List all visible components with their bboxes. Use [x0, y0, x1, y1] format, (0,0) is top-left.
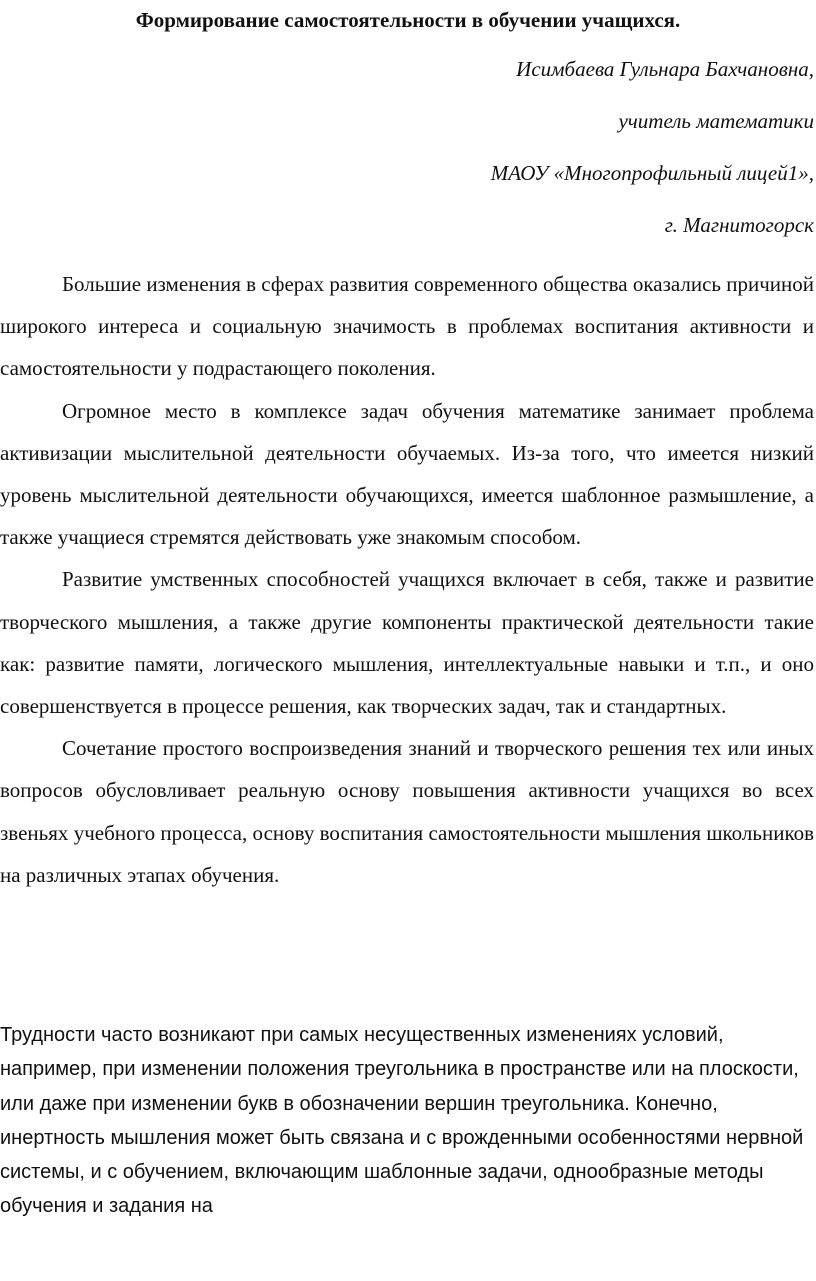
- closing-paragraph: Трудности часто возникают при самых несущественных изменениях условий, например, при изменении положения треугольника в пространстве или на плоскости, или даже при изменении букв в обозначении вершин треугольника. Конечно, инертность мышления может быть связана и с врожденными особенностями нервной системы, и с обучением, включающим шаблонные задачи, однообразные методы обучения и задания на: [0, 1024, 804, 1218]
- paragraph-1: Большие изменения в сферах развития современного общества оказались причиной широкого интереса и социальную значимость в проблемах воспитания активности и самостоятельности у подрастающего поколения.: [0, 272, 814, 381]
- paragraph-2: Огромное место в комплексе задач обучения математике занимает проблема активизации мыслительной деятельности обучаемых. Из-за того, что имеется низкий уровень мыслительной деятельности обучающихся, имеется шаблонное размышление, а также учащиеся стремятся действовать уже знакомым способом.: [0, 398, 814, 550]
- author-block: [114, 55, 814, 263]
- paragraph-4: Сочетание простого воспроизведения знаний и творческого решения тех или иных вопросов обусловливает реальную основу повышения активности учащихся во всех звеньях учебного процесса, основу воспитания самостоятельности мышления школьников на различных этапах обучения.: [0, 736, 814, 887]
- author-name: Исимбаева Гульнара Бахчановна,: [516, 57, 814, 81]
- document-title: Формирование самостоятельности в обучении учащихся.: [135, 8, 681, 32]
- paragraph-3: Развитие умственных способностей учащихся включает в себя, также и развитие творческого мышления, а также другие компоненты практической деятельности такие как: развитие памяти, логического мышления, интеллектуальные навыки и т.п., и оно совершенствуется в процессе решения, как творческих задач, так и стандартных.: [0, 567, 814, 719]
- author-position: учитель математики: [618, 109, 814, 133]
- author-school: МАОУ «Многопрофильный лицей1»,: [490, 161, 814, 185]
- article-body: [0, 263, 814, 896]
- author-city: г. Магнитогорск: [664, 213, 814, 237]
